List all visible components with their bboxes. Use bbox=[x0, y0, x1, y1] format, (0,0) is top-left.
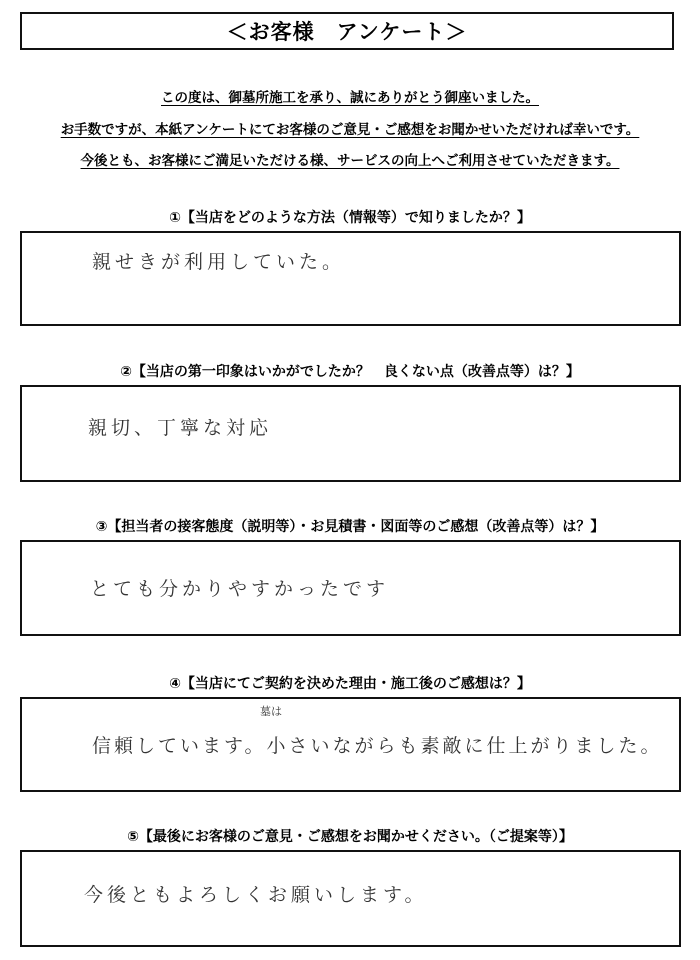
intro-line-3: 今後とも、お客様にご満足いただける様、サービスの向上へご利用させていただきます。 bbox=[80, 153, 620, 169]
intro-line-1: この度は、御墓所施工を承り、誠にありがとう御座いました。 bbox=[161, 90, 539, 106]
answer-5-box bbox=[20, 850, 681, 947]
question-2-heading: ②【当店の第一印象はいかがでしたか？ 良くない点（改善点等）は？】 bbox=[120, 364, 580, 380]
question-5-heading: ⑤【最後にお客様のご意見・ご感想をお聞かせください。（ご提案等）】 bbox=[127, 829, 573, 845]
question-1-heading: ①【当店をどのような方法（情報等）で知りましたか？】 bbox=[169, 210, 531, 226]
answer-3-box bbox=[20, 540, 681, 636]
survey-title: ＜お客様 アンケート＞ bbox=[20, 12, 674, 50]
answer-5-handwriting: 今後ともよろしくお願いします。 bbox=[84, 884, 428, 906]
answer-2-box bbox=[20, 385, 681, 482]
answer-4-box bbox=[20, 697, 681, 792]
answer-1-box bbox=[20, 231, 681, 326]
answer-3-handwriting: とても分かりやすかったです bbox=[90, 578, 390, 600]
question-4-heading: ④【当店にてご契約を決めた理由・施工後のご感想は？】 bbox=[169, 676, 531, 692]
intro-line-2: お手数ですが、本紙アンケートにてお客様のご意見・ご感想をお聞かせいただければ幸いです。 bbox=[60, 122, 640, 138]
answer-4-handwriting: 信頼しています。小さいながらも素敵に仕上がりました。 bbox=[92, 735, 663, 757]
answer-2-handwriting: 親切、丁寧な対応 bbox=[88, 417, 273, 439]
answer-1-handwriting: 親せきが利用していた。 bbox=[92, 251, 346, 273]
question-3-heading: ③【担当者の接客態度（説明等）・お見積書・図面等のご感想（改善点等）は？】 bbox=[95, 519, 605, 535]
answer-4-annotation: 墓は bbox=[260, 705, 282, 718]
